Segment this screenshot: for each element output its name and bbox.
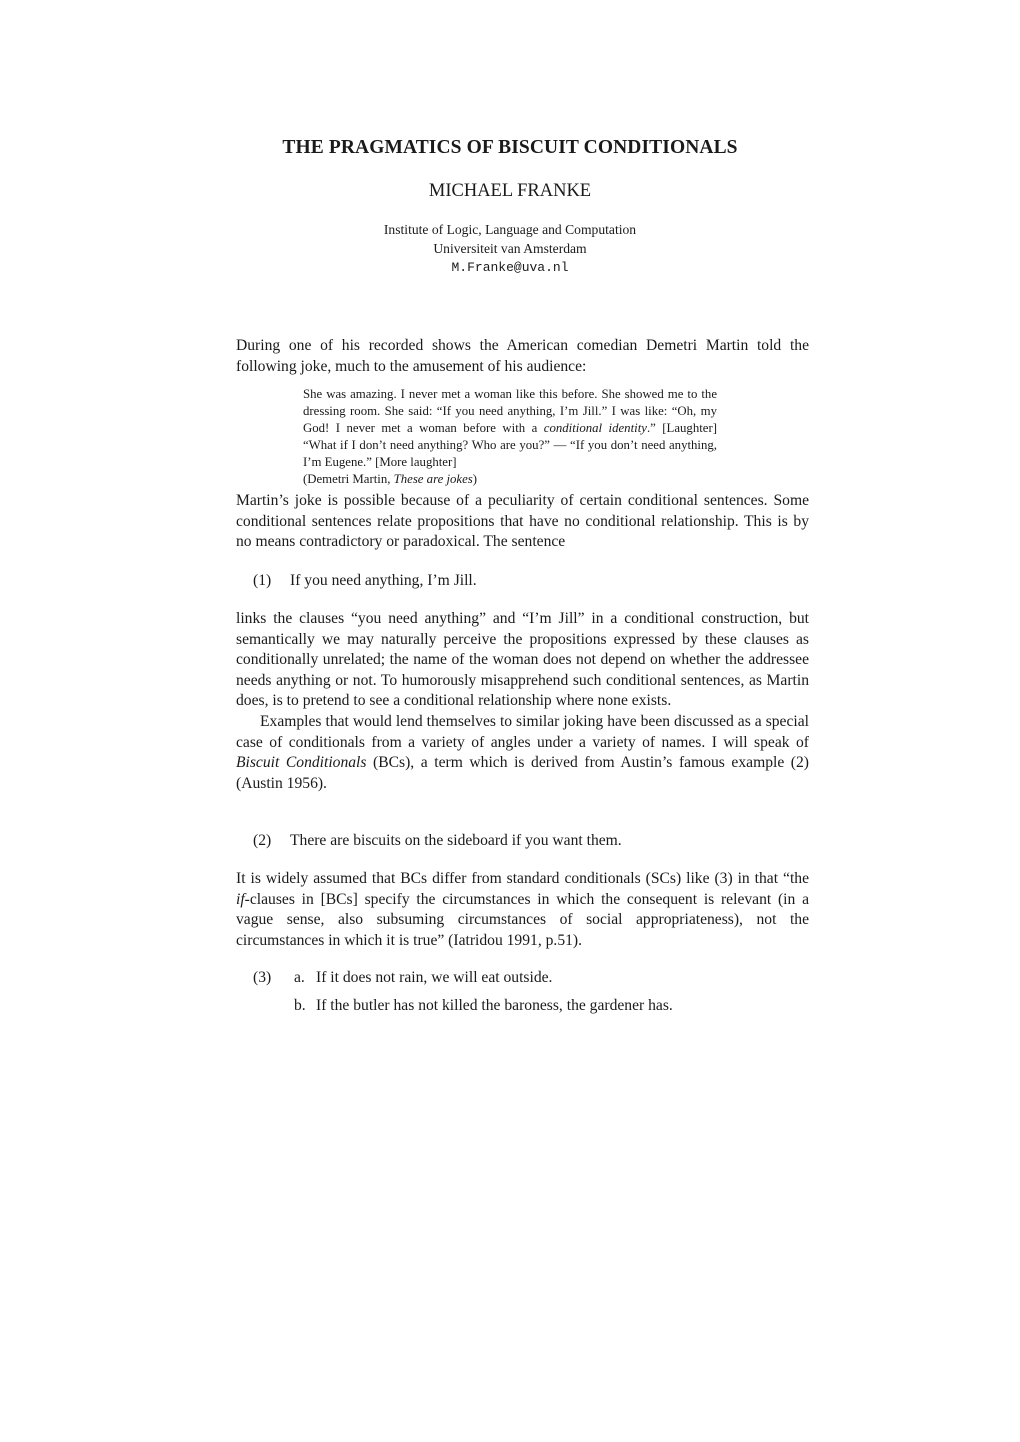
example-3b-text: If the butler has not killed the baroness, the gardener has. [316, 997, 673, 1014]
paragraph-5 [236, 869, 809, 951]
example-3-number: (3) [253, 969, 272, 986]
joke-quote [303, 386, 717, 488]
example-3b-label: b. [294, 997, 306, 1014]
example-3a-label: a. [294, 969, 305, 986]
intro-paragraph [236, 336, 809, 377]
example-2-text: There are biscuits on the sideboard if you want them. [290, 832, 622, 849]
paragraph-4-text: Examples that would lend themselves to similar joking have been discussed as a special case of conditionals from a variety of angles under a variety of names. I will speak of Biscuit Conditionals (BCs), a term which is derived from Austin’s famous example (2) (Austin 1956). [236, 712, 809, 792]
example-2 [253, 831, 622, 852]
quote-text: She was amazing. I never met a woman like this before. She showed me to the dressing room. She said: “If you need anything, I’m Jill.” I was like: “Oh, my God! I never met a woman before with a conditional identity.” [Laughter] “What if I don’t need anything? Who are you?” — “If you don’t need anything, I’m Eugene.” [More laughter] [303, 387, 717, 469]
example-3a-text: If it does not rain, we will eat outside. [316, 969, 553, 986]
example-2-number: (2) [253, 832, 272, 849]
affiliation-institute: Institute of Logic, Language and Computation [383, 222, 637, 237]
quote-source: (Demetri Martin, These are jokes) [303, 472, 478, 486]
affiliation-university: Universiteit van Amsterdam [433, 241, 587, 256]
paper-title: THE PRAGMATICS OF BISCUIT CONDITIONALS [282, 137, 738, 158]
example-1-number: (1) [253, 572, 272, 589]
affiliation-block [0, 220, 1020, 277]
intro-text: During one of his recorded shows the American comedian Demetri Martin told the following joke, much to the amusement of his audience: [236, 337, 809, 375]
author-email[interactable]: M.Franke@uva.nl [451, 260, 569, 275]
example-1 [253, 571, 477, 592]
paragraph-5-text: It is widely assumed that BCs differ from standard conditionals (SCs) like (3) in that “the if-clauses in [BCs] specify the circumstances in which the consequent is relevant (in a vague sense, also subsuming circumstances of social appropriateness), not the circumstances in which it is true” (Iatridou 1991, p.51). [236, 870, 809, 949]
example-3a [294, 968, 552, 989]
author-name: MICHAEL FRANKE [428, 181, 592, 201]
paragraph-2 [236, 491, 809, 553]
paragraph-2-text: Martin’s joke is possible because of a peculiarity of certain conditional sentences. Some conditional sentences relate propositions that have no conditional relationship. This is by no means contradictory or paradoxical. The sentence [236, 492, 809, 551]
example-1-text: If you need anything, I’m Jill. [290, 572, 477, 589]
paragraph-3 [236, 609, 809, 794]
paragraph-3-text: links the clauses “you need anything” and “I’m Jill” in a conditional construction, but semantically we may naturally perceive the propositions expressed by these clauses as conditionally unrelated; the name of the woman does not depend on whether the addressee needs anything or not. To humorously misapprehend such conditional sentences, as Martin does, is to pretend to see a conditional relationship where none exists. [236, 610, 809, 710]
example-3b [294, 996, 673, 1017]
